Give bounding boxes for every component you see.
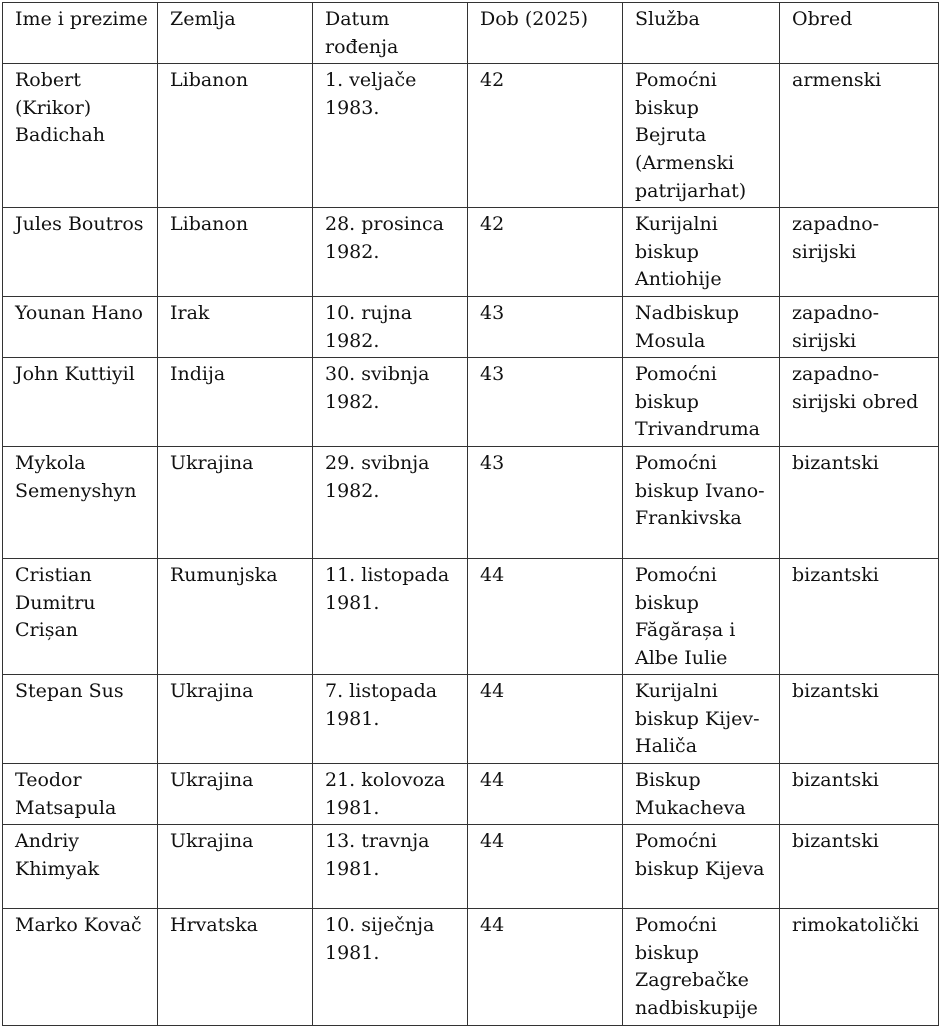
cell-office: Pomoćni biskup Kijeva — [623, 825, 780, 909]
cell-birth-date: 7. listopada 1981. — [313, 675, 468, 764]
cell-country: Ukrajina — [158, 825, 313, 909]
cell-office: Pomoćni biskup Făgărașa i Albe Iulie — [623, 558, 780, 674]
table-row — [3, 446, 939, 558]
header-rite: Obred — [780, 3, 939, 64]
cell-country: Libanon — [158, 64, 313, 208]
table-row — [3, 675, 939, 764]
cell-country: Libanon — [158, 208, 313, 297]
cell-country: Ukrajina — [158, 675, 313, 764]
cell-age: 42 — [468, 64, 623, 208]
cell-name: Jules Boutros — [3, 208, 158, 297]
cell-country: Ukrajina — [158, 764, 313, 825]
table-row — [3, 358, 939, 447]
cell-birth-date: 10. siječnja 1981. — [313, 909, 468, 1025]
cell-name: Teodor Matsapula — [3, 764, 158, 825]
cell-name: Marko Kovač — [3, 909, 158, 1025]
cell-name: Robert (Krikor) Badichah — [3, 64, 158, 208]
cell-name: John Kuttiyil — [3, 358, 158, 447]
header-birth-date: Datum rođenja — [313, 3, 468, 64]
table-row — [3, 764, 939, 825]
cell-age: 44 — [468, 909, 623, 1025]
cell-office: Kurijalni biskup Antiohije — [623, 208, 780, 297]
cell-country: Hrvatska — [158, 909, 313, 1025]
cell-country: Rumunjska — [158, 558, 313, 674]
table-row — [3, 208, 939, 297]
table-row — [3, 558, 939, 674]
cell-name: Andriy Khimyak — [3, 825, 158, 909]
bishops-table — [2, 2, 939, 1026]
cell-office: Pomoćni biskup Zagrebačke nadbiskupije — [623, 909, 780, 1025]
table-row — [3, 64, 939, 208]
cell-rite: zapadno-sirijski — [780, 208, 939, 297]
cell-country: Irak — [158, 296, 313, 357]
cell-rite: bizantski — [780, 764, 939, 825]
cell-country: Indija — [158, 358, 313, 447]
cell-office: Kurijalni biskup Kijev-Haliča — [623, 675, 780, 764]
cell-birth-date: 29. svibnja 1982. — [313, 446, 468, 558]
cell-age: 44 — [468, 675, 623, 764]
cell-name: Mykola Semenyshyn — [3, 446, 158, 558]
cell-rite: armenski — [780, 64, 939, 208]
cell-office: Biskup Mukacheva — [623, 764, 780, 825]
cell-rite: bizantski — [780, 825, 939, 909]
cell-birth-date: 13. travnja 1981. — [313, 825, 468, 909]
cell-age: 43 — [468, 296, 623, 357]
cell-birth-date: 11. listopada 1981. — [313, 558, 468, 674]
cell-rite: rimokatolički — [780, 909, 939, 1025]
cell-age: 44 — [468, 764, 623, 825]
cell-age: 44 — [468, 825, 623, 909]
cell-birth-date: 28. prosinca 1982. — [313, 208, 468, 297]
table-row — [3, 825, 939, 909]
cell-rite: zapadno-sirijski — [780, 296, 939, 357]
cell-age: 44 — [468, 558, 623, 674]
cell-rite: bizantski — [780, 675, 939, 764]
cell-office: Pomoćni biskup Trivandruma — [623, 358, 780, 447]
table-header-row — [3, 3, 939, 64]
cell-birth-date: 10. rujna 1982. — [313, 296, 468, 357]
table-body — [3, 64, 939, 1025]
cell-age: 42 — [468, 208, 623, 297]
cell-office: Pomoćni biskup Bejruta (Armenski patrijarhat) — [623, 64, 780, 208]
cell-rite: bizantski — [780, 446, 939, 558]
header-name: Ime i prezime — [3, 3, 158, 64]
cell-office: Nadbiskup Mosula — [623, 296, 780, 357]
cell-rite: bizantski — [780, 558, 939, 674]
cell-birth-date: 21. kolovoza 1981. — [313, 764, 468, 825]
table-row — [3, 909, 939, 1025]
cell-age: 43 — [468, 358, 623, 447]
header-country: Zemlja — [158, 3, 313, 64]
cell-name: Cristian Dumitru Crișan — [3, 558, 158, 674]
cell-country: Ukrajina — [158, 446, 313, 558]
cell-office: Pomoćni biskup Ivano-Frankivska — [623, 446, 780, 558]
cell-rite: zapadno-sirijski obred — [780, 358, 939, 447]
cell-birth-date: 1. veljače 1983. — [313, 64, 468, 208]
cell-name: Stepan Sus — [3, 675, 158, 764]
cell-name: Younan Hano — [3, 296, 158, 357]
cell-age: 43 — [468, 446, 623, 558]
header-age: Dob (2025) — [468, 3, 623, 64]
table-row — [3, 296, 939, 357]
header-office: Služba — [623, 3, 780, 64]
cell-birth-date: 30. svibnja 1982. — [313, 358, 468, 447]
